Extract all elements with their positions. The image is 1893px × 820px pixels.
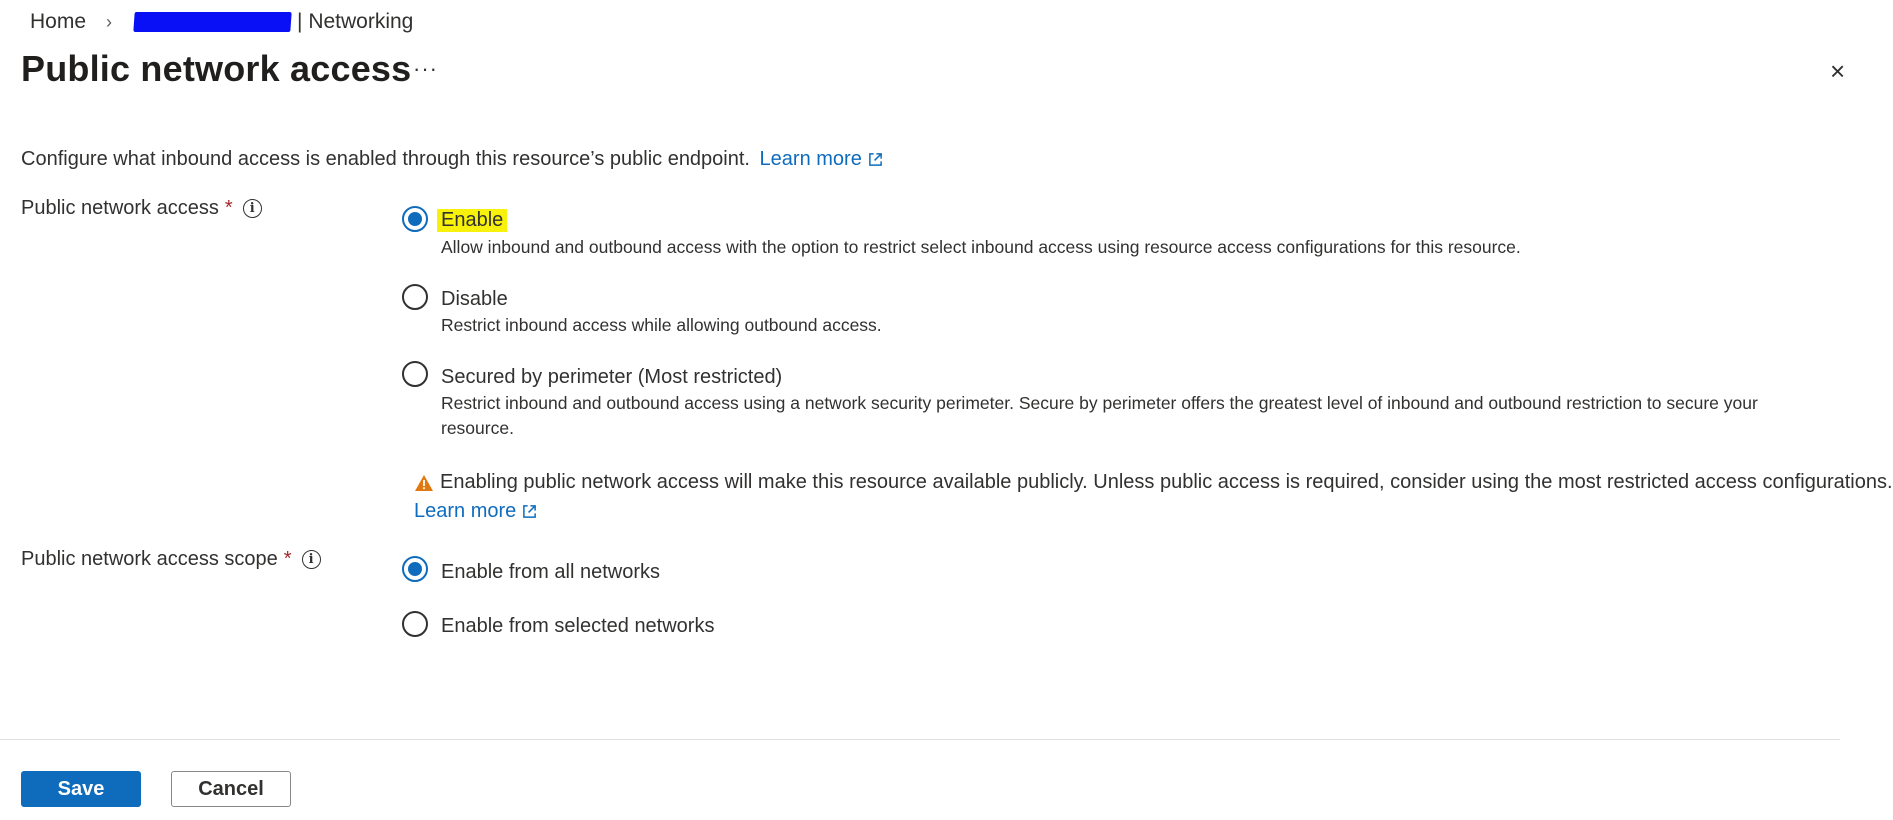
- cancel-button[interactable]: Cancel: [171, 771, 291, 807]
- warning-icon: [414, 474, 434, 492]
- intro-learn-more-label: Learn more: [759, 148, 862, 170]
- breadcrumb: [30, 8, 413, 36]
- external-link-icon: [522, 504, 537, 519]
- intro-text: Configure what inbound access is enabled through this resource’s public endpoint.: [21, 148, 750, 170]
- public-access-label-text: Public network access: [21, 197, 219, 219]
- close-icon[interactable]: ×: [1830, 56, 1846, 86]
- option-disable-description: Restrict inbound access while allowing outbound access.: [441, 315, 882, 335]
- radio-enable-all-networks[interactable]: [402, 556, 428, 582]
- scope-label-text: Public network access scope: [21, 548, 278, 570]
- warning-learn-more-link[interactable]: [414, 500, 537, 523]
- more-options-icon[interactable]: ···: [413, 56, 438, 81]
- radio-enable-selected-networks[interactable]: [402, 611, 428, 637]
- redacted-resource-name: [133, 12, 291, 32]
- info-icon[interactable]: i: [243, 199, 262, 218]
- radio-disable[interactable]: [402, 284, 428, 310]
- option-disable-label[interactable]: Disable: [441, 288, 508, 310]
- breadcrumb-current: | Networking: [297, 10, 414, 33]
- intro-learn-more-link[interactable]: [760, 148, 883, 170]
- option-enable-description: Allow inbound and outbound access with the option to restrict select inbound access using resource access configurations for this resource.: [441, 237, 1521, 257]
- option-all-networks-label[interactable]: Enable from all networks: [441, 561, 660, 583]
- radio-secured-by-perimeter[interactable]: [402, 361, 428, 387]
- chevron-right-icon: ›: [106, 11, 113, 32]
- option-enable-label[interactable]: Enable: [437, 209, 507, 232]
- warning-learn-more-label: Learn more: [414, 500, 517, 522]
- intro-description: [21, 148, 883, 171]
- info-icon[interactable]: i: [302, 550, 321, 569]
- option-perimeter-description: Restrict inbound and outbound access using a network security perimeter. Secure by perimeter offers the greatest level of inbound and outbound restriction to secure your resource.: [441, 393, 1758, 438]
- external-link-icon: [868, 152, 883, 167]
- public-access-label: [21, 197, 262, 220]
- required-marker: *: [224, 197, 233, 219]
- radio-enable[interactable]: [402, 206, 428, 232]
- required-marker: *: [283, 548, 292, 570]
- breadcrumb-home-link[interactable]: Home: [30, 10, 87, 33]
- option-selected-networks-label[interactable]: Enable from selected networks: [441, 615, 715, 637]
- public-access-warning: [414, 471, 1893, 494]
- page-title: Public network access: [21, 48, 412, 89]
- save-button[interactable]: Save: [21, 771, 141, 807]
- scope-label: [21, 548, 321, 571]
- option-perimeter-label[interactable]: Secured by perimeter (Most restricted): [441, 366, 783, 388]
- footer-divider: [0, 739, 1840, 740]
- warning-text: Enabling public network access will make this resource available publicly. Unless public access is required, consider using the most restricted access configurations.: [440, 471, 1893, 493]
